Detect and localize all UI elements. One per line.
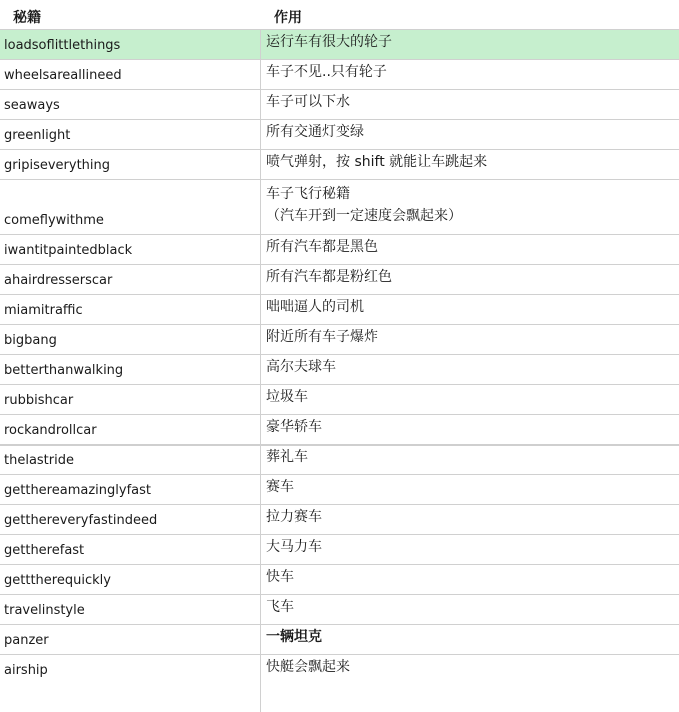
cheat-code: betterthanwalking xyxy=(4,363,124,378)
cheat-effect: 一辆坦克 xyxy=(266,629,322,645)
table-header xyxy=(0,0,679,29)
table-row[interactable] xyxy=(0,654,679,684)
cheat-effect: 赛车 xyxy=(266,479,294,495)
cheat-effect: 喷气弹射，按 shift 就能让车跳起来 xyxy=(266,154,488,170)
table-row[interactable] xyxy=(0,504,679,534)
cheat-effect: 附近所有车子爆炸 xyxy=(266,329,378,345)
cheat-code: comeflywithme xyxy=(4,213,104,228)
column-divider xyxy=(260,29,261,712)
cheat-effect: 快车 xyxy=(266,569,294,585)
cheat-code: ahairdresserscar xyxy=(4,273,113,288)
cheat-effect: 所有交通灯变绿 xyxy=(266,124,364,140)
cheat-code: wheelsareallineed xyxy=(4,68,122,83)
cheat-effect: 拉力赛车 xyxy=(266,509,322,525)
cheat-code: rubbishcar xyxy=(4,393,74,408)
table-row[interactable] xyxy=(0,179,679,234)
cheat-effect: 运行车有很大的轮子 xyxy=(266,34,392,50)
table-row[interactable] xyxy=(0,149,679,179)
cheat-effect: 葬礼车 xyxy=(266,449,308,465)
cheat-code: getttherequickly xyxy=(4,573,111,588)
cheat-code: thelastride xyxy=(4,453,74,468)
cheat-effect: 咄咄逼人的司机 xyxy=(266,299,364,315)
cheat-effect: 飞车 xyxy=(266,599,294,615)
cheat-code: rockandrollcar xyxy=(4,423,97,438)
cheat-effect-line: （汽车开到一定速度会飘起来） xyxy=(266,208,462,224)
header-cheat: 秘籍 xyxy=(13,10,41,26)
cheat-effect: 车子不见..只有轮子 xyxy=(266,64,387,80)
cheat-code: seaways xyxy=(4,98,60,113)
cheat-code: panzer xyxy=(4,633,49,648)
table-row[interactable] xyxy=(0,594,679,624)
table-row[interactable] xyxy=(0,384,679,414)
table-row[interactable] xyxy=(0,29,679,59)
cheat-code: gettherefast xyxy=(4,543,85,558)
cheat-effect: 高尔夫球车 xyxy=(266,359,336,375)
cheat-effect: 豪华轿车 xyxy=(266,419,322,435)
cheat-effect: 快艇会飘起来 xyxy=(266,659,350,675)
table-row[interactable] xyxy=(0,354,679,384)
header-effect: 作用 xyxy=(274,10,302,26)
table-row[interactable] xyxy=(0,534,679,564)
cheat-code: gripiseverything xyxy=(4,158,111,173)
cheat-code: bigbang xyxy=(4,333,57,348)
table-row[interactable] xyxy=(0,264,679,294)
table-row[interactable] xyxy=(0,414,679,444)
table-row[interactable] xyxy=(0,89,679,119)
table-row[interactable] xyxy=(0,59,679,89)
cheat-code: miamitraffic xyxy=(4,303,83,318)
cheat-code: getthereamazinglyfast xyxy=(4,483,151,498)
table-row[interactable] xyxy=(0,294,679,324)
cheat-code: loadsoflittlethings xyxy=(4,38,121,53)
table-row[interactable] xyxy=(0,324,679,354)
cheat-effect: 大马力车 xyxy=(266,539,322,555)
table-row[interactable] xyxy=(0,234,679,264)
cheat-effect xyxy=(266,183,462,227)
cheat-code: greenlight xyxy=(4,128,71,143)
cheat-code: travelinstyle xyxy=(4,603,85,618)
cheat-effect: 车子可以下水 xyxy=(266,94,350,110)
table-row[interactable] xyxy=(0,474,679,504)
table-row[interactable] xyxy=(0,119,679,149)
cheat-code: getthereveryfastindeed xyxy=(4,513,158,528)
cheat-effect-line: 车子飞行秘籍 xyxy=(266,186,350,202)
cheat-effect: 所有汽车都是粉红色 xyxy=(266,269,392,285)
table-row[interactable] xyxy=(0,564,679,594)
cheat-code: airship xyxy=(4,663,48,678)
cheat-effect: 所有汽车都是黑色 xyxy=(266,239,378,255)
table-row[interactable] xyxy=(0,624,679,654)
cheat-code: iwantitpaintedblack xyxy=(4,243,133,258)
cheat-effect: 垃圾车 xyxy=(266,389,308,405)
table-row[interactable] xyxy=(0,444,679,474)
